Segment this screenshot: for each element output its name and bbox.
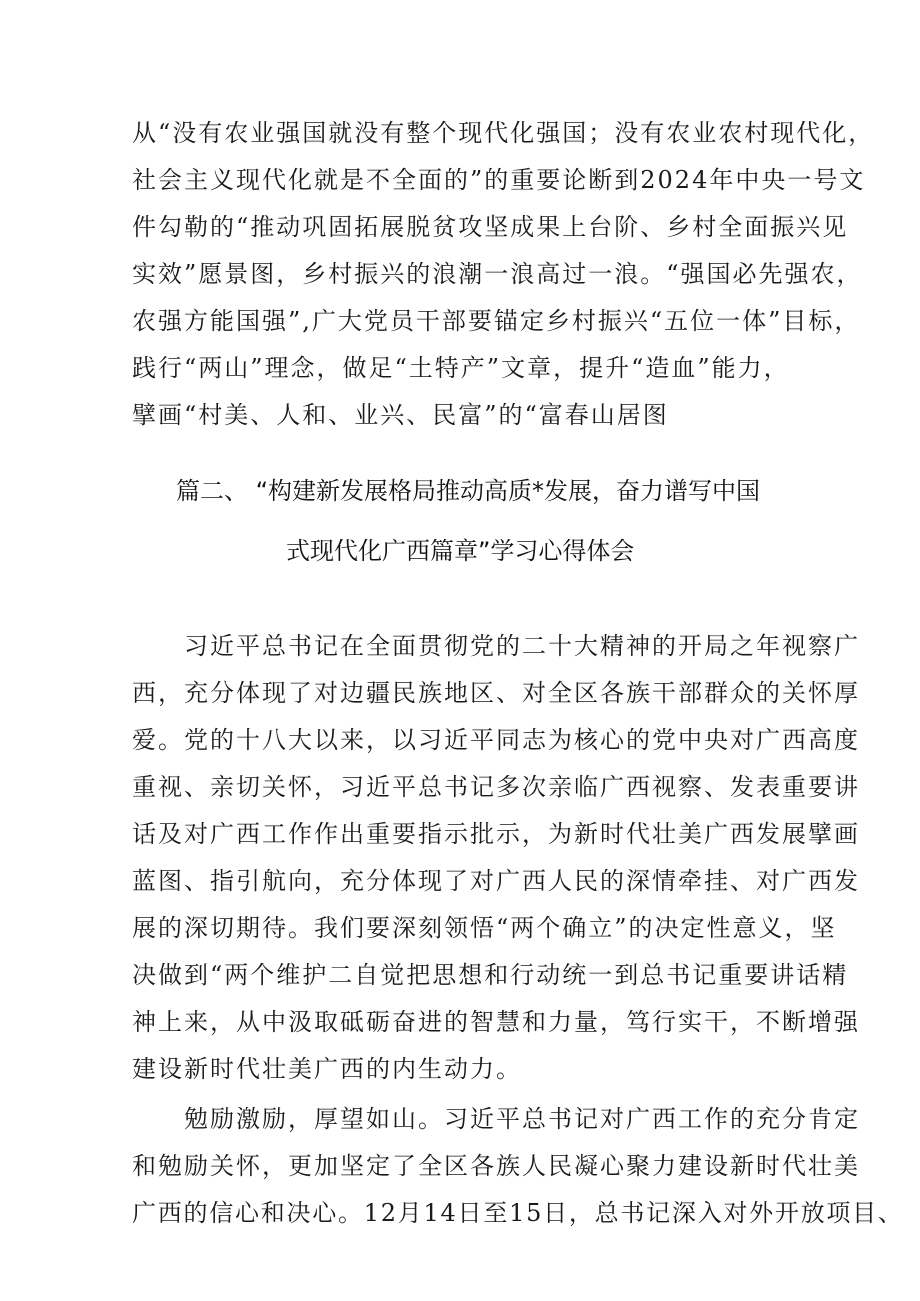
paragraph-2-line-1: 勉励激励，厚望如山。习近平总书记对广西工作的充分肯定 [184,1105,860,1133]
paragraph-1-line-10: 建设新时代壮美广西的内生动力。 [132,1055,522,1083]
paragraph-1-line-9: 神上来，从中汲取砥砺奋进的智慧和力量，笃行实干，不断增强 [132,1008,860,1036]
intro-line-2: 社会主义现代化就是不全面的”的重要论断到2024年中央一号文 [132,166,866,194]
intro-line-5: 农强方能国强”,广大党员干部要锚定乡村振兴“五位一体”目标， [132,307,861,335]
section-title-line-1: 篇二、 “构建新发展格局推动高质*发展，奋力谱写中国 [176,477,761,505]
intro-line-4: 实效”愿景图，乡村振兴的浪潮一浪高过一浪。“强国必先强农， [132,260,863,288]
paragraph-2-line-3: 广西的信心和决心。12月14日至15日，总书记深入对外开放项目、 [132,1199,904,1227]
paragraph-1-line-5: 话及对广西工作作出重要指示批示，为新时代壮美广西发展擘画 [132,820,860,848]
intro-line-7: 擘画“村美、人和、业兴、民富”的“富春山居图 [132,401,669,429]
paragraph-1-line-7: 展的深切期待。我们要深刻领悟“两个确立”的决定性意义，坚 [132,914,837,942]
paragraph-1-line-4: 重视、亲切关怀，习近平总书记多次亲临广西视察、发表重要讲 [132,773,860,801]
paragraph-1-line-3: 爱。党的十八大以来，以习近平同志为核心的党中央对广西高度 [132,726,860,754]
paragraph-1-line-2: 西，充分体现了对边疆民族地区、对全区各族干部群众的关怀厚 [132,679,860,707]
intro-line-1: 从“没有农业强国就没有整个现代化强国；没有农业农村现代化， [132,119,875,147]
paragraph-1-line-8: 决做到“两个维护二自觉把思想和行动统一到总书记重要讲话精 [132,961,849,989]
paragraph-1-line-1: 习近平总书记在全面贯彻党的二十大精神的开局之年视察广 [184,632,860,660]
intro-line-6: 践行“两山”理念，做足“土特产”文章，提升“造血”能力， [132,354,790,382]
paragraph-1-line-6: 蓝图、指引航向，充分体现了对广西人民的深情牵挂、对广西发 [132,867,860,895]
intro-line-3: 件勾勒的“推动巩固拓展脱贫攻坚成果上台阶、乡村全面振兴见 [132,213,849,241]
paragraph-2-line-2: 和勉励关怀，更加坚定了全区各族人民凝心聚力建设新时代壮美 [132,1152,860,1180]
section-title-line-2: 式现代化广西篇章”学习心得体会 [286,537,635,565]
